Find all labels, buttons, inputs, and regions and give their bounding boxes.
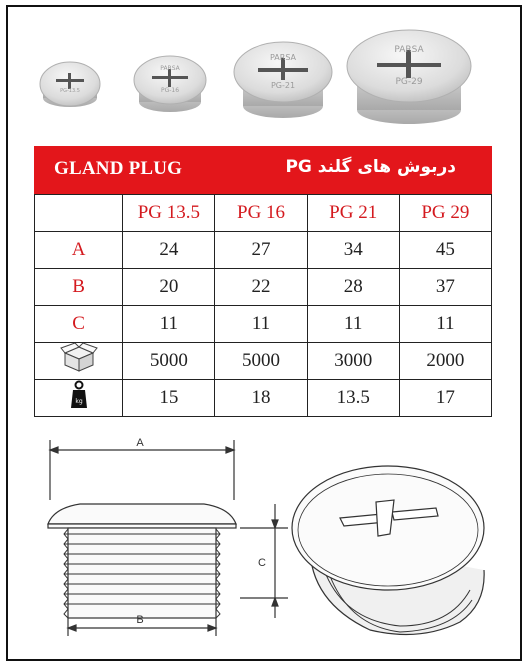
- table-cell: 15: [123, 380, 215, 417]
- table-cell: 11: [307, 306, 399, 343]
- table-cell: 45: [399, 232, 491, 269]
- plug-photo-pg29: [347, 30, 471, 124]
- plug-photo-pg21: [234, 42, 332, 118]
- svg-text:PG-29: PG-29: [395, 77, 423, 87]
- table-cell: 11: [215, 306, 307, 343]
- table-cell: 3000: [307, 343, 399, 380]
- table-cell: 5000: [215, 343, 307, 380]
- row-label: C: [35, 306, 123, 343]
- table-cell: 27: [215, 232, 307, 269]
- row-label-box: [35, 343, 123, 380]
- table-cell: 2000: [399, 343, 491, 380]
- table-cell: 5000: [123, 343, 215, 380]
- box-quantity-icon: [59, 343, 99, 373]
- table-cell: 13.5: [307, 380, 399, 417]
- svg-text:PG-13.5: PG-13.5: [60, 88, 80, 94]
- dim-a-label: A: [136, 437, 144, 449]
- table-row: [35, 306, 492, 343]
- table-row: [35, 232, 492, 269]
- row-label: A: [35, 232, 123, 269]
- table-header-row: [35, 195, 492, 232]
- row-label-weight: [35, 380, 123, 417]
- dim-c-label: C: [258, 557, 266, 569]
- plug-photo-pg13: [40, 62, 100, 107]
- table-row: [35, 269, 492, 306]
- table-cell: 11: [123, 306, 215, 343]
- table-row: [35, 343, 492, 380]
- col-header: PG 13.5: [123, 195, 215, 232]
- technical-drawing: [40, 430, 500, 650]
- plug-perspective-view: [292, 466, 484, 635]
- spec-table: [34, 194, 492, 417]
- col-header: PG 29: [399, 195, 491, 232]
- table-cell: 24: [123, 232, 215, 269]
- table-cell: 22: [215, 269, 307, 306]
- svg-text:PG-21: PG-21: [270, 81, 296, 90]
- table-cell: 17: [399, 380, 491, 417]
- svg-text:PARSA: PARSA: [269, 53, 297, 62]
- table-cell: 11: [399, 306, 491, 343]
- table-cell: 18: [215, 380, 307, 417]
- svg-text:PG-16: PG-16: [160, 87, 180, 94]
- banner-title-fa: دربوش های گلند PG: [285, 157, 456, 177]
- table-cell: 34: [307, 232, 399, 269]
- svg-text:PARSA: PARSA: [160, 65, 180, 72]
- table-cell: 37: [399, 269, 491, 306]
- banner-title-en: GLAND PLUG: [54, 158, 183, 179]
- col-header: PG 21: [307, 195, 399, 232]
- table-cell: 28: [307, 269, 399, 306]
- svg-text:kg: kg: [74, 398, 83, 405]
- table-row: [35, 380, 492, 417]
- dim-b-label: B: [136, 614, 144, 626]
- col-header: PG 16: [215, 195, 307, 232]
- svg-text:PARSA: PARSA: [394, 45, 424, 55]
- weight-kg-icon: [69, 380, 89, 410]
- table-cell: 20: [123, 269, 215, 306]
- title-banner: [34, 146, 492, 194]
- plug-photo-pg16: [134, 56, 206, 112]
- row-label: B: [35, 269, 123, 306]
- table-corner-cell: [35, 195, 123, 232]
- product-photos: [0, 0, 531, 140]
